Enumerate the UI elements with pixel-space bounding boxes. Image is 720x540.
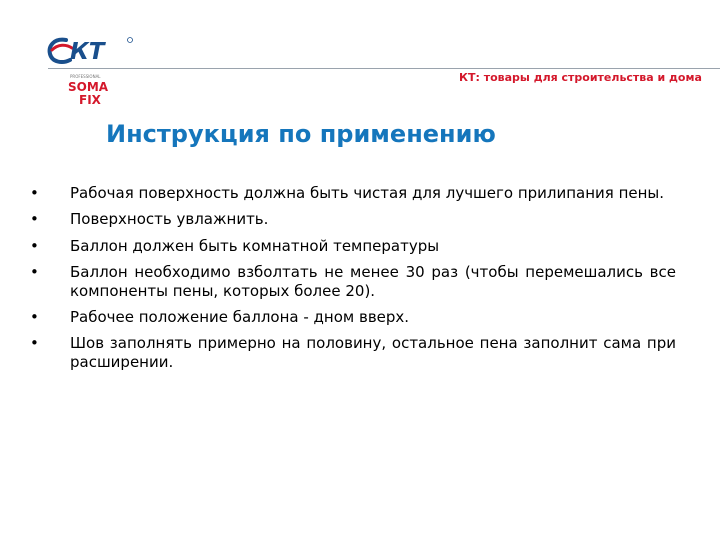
list-item-text: Баллон должен быть комнатной температуры [70, 236, 440, 255]
product-logo-small-text: PROFESSIONAL [70, 74, 101, 79]
list-item-text: Рабочее положение баллона - дном вверх. [70, 308, 410, 327]
list-item [30, 308, 676, 327]
bullet-icon: • [30, 262, 39, 281]
page-title: Инструкция по применению [106, 120, 496, 148]
product-logo [64, 70, 124, 110]
list-item [30, 184, 676, 203]
bullet-icon: • [30, 308, 39, 327]
list-item-text: Рабочая поверхность должна быть чистая для лучшего прилипания пены. [70, 184, 665, 202]
header-divider [48, 68, 720, 69]
product-logo-line1: SOMA [68, 80, 109, 94]
list-item-text: Баллон необходимо взболтать не менее 30 раз (чтобы перемешались все компоненты пены, которых более 20). [70, 262, 676, 300]
list-item [30, 210, 676, 229]
list-item [30, 237, 676, 256]
bullet-icon: • [30, 184, 39, 202]
bullet-icon: • [30, 334, 39, 353]
logo-main-text: КТ [70, 39, 105, 65]
list-item-text: Шов заполнять примерно на половину, остальное пена заполнит сама при расширении. [70, 334, 676, 372]
list-item [30, 334, 676, 372]
bullet-icon: • [30, 210, 39, 229]
header-tagline: КТ: товары для строительства и дома [459, 71, 702, 84]
bullet-icon: • [30, 236, 39, 255]
company-logo [44, 30, 140, 70]
product-logo-line2: FIX [79, 93, 101, 107]
list-item [30, 263, 676, 301]
instruction-list [30, 184, 676, 380]
list-item-text: Поверхность увлажнить. [70, 210, 269, 229]
